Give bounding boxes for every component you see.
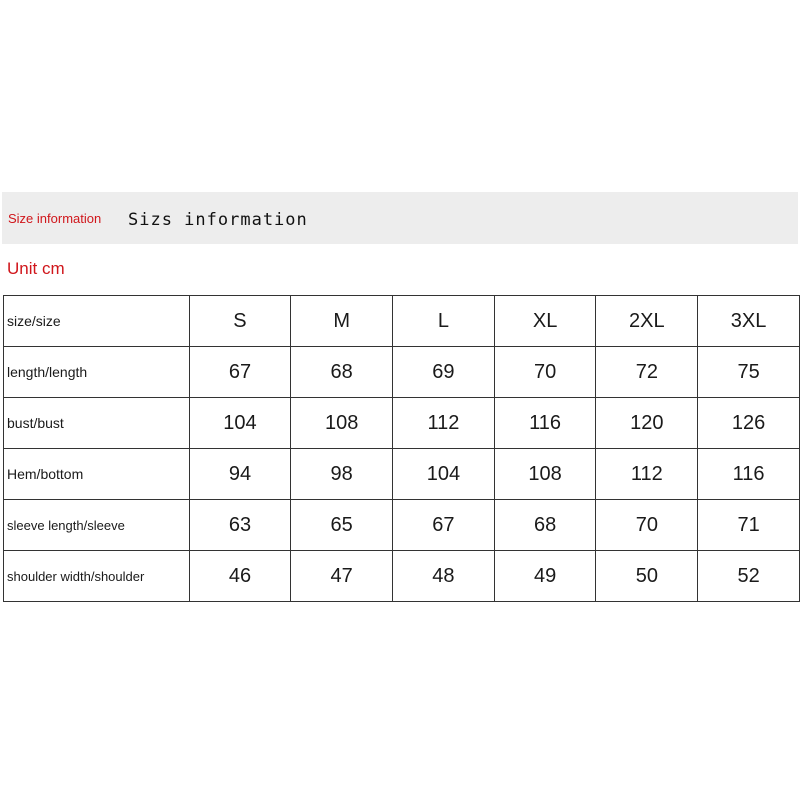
row-label: length/length xyxy=(4,347,190,398)
table-cell: 67 xyxy=(189,347,291,398)
row-label: bust/bust xyxy=(4,398,190,449)
table-cell: 50 xyxy=(596,551,698,602)
unit-label: Unit cm xyxy=(7,259,65,278)
table-cell: 71 xyxy=(698,500,800,551)
table-cell: 104 xyxy=(393,449,495,500)
table-cell: 104 xyxy=(189,398,291,449)
row-label: sleeve length/sleeve xyxy=(4,500,190,551)
table-cell: 70 xyxy=(596,500,698,551)
table-cell: 98 xyxy=(291,449,393,500)
table-cell: 67 xyxy=(393,500,495,551)
table-cell: 69 xyxy=(393,347,495,398)
table-cell: 94 xyxy=(189,449,291,500)
table-cell: 52 xyxy=(698,551,800,602)
banner-label: Size information xyxy=(8,211,102,226)
table-row xyxy=(4,449,800,500)
table-cell: 120 xyxy=(596,398,698,449)
table-row xyxy=(4,500,800,551)
row-label: shoulder width/shoulder xyxy=(4,551,190,602)
table-row xyxy=(4,398,800,449)
table-cell: 65 xyxy=(291,500,393,551)
table-cell: 108 xyxy=(494,449,596,500)
table-cell: 68 xyxy=(494,500,596,551)
size-header-cell: S xyxy=(189,296,291,347)
table-header-row xyxy=(4,296,800,347)
row-label: size/size xyxy=(4,296,190,347)
table-cell: 75 xyxy=(698,347,800,398)
size-header-cell: M xyxy=(291,296,393,347)
size-header-cell: 3XL xyxy=(698,296,800,347)
table-row xyxy=(4,347,800,398)
size-table xyxy=(3,295,800,602)
table-cell: 116 xyxy=(698,449,800,500)
table-row xyxy=(4,551,800,602)
row-label: Hem/bottom xyxy=(4,449,190,500)
table-cell: 48 xyxy=(393,551,495,602)
size-info-banner xyxy=(2,192,798,244)
table-cell: 68 xyxy=(291,347,393,398)
table-cell: 46 xyxy=(189,551,291,602)
size-header-cell: XL xyxy=(494,296,596,347)
table-cell: 108 xyxy=(291,398,393,449)
size-header-cell: 2XL xyxy=(596,296,698,347)
table-cell: 112 xyxy=(393,398,495,449)
banner-title: Sizs information xyxy=(128,210,308,230)
table-cell: 112 xyxy=(596,449,698,500)
table-cell: 72 xyxy=(596,347,698,398)
table-cell: 63 xyxy=(189,500,291,551)
table-cell: 49 xyxy=(494,551,596,602)
table-cell: 126 xyxy=(698,398,800,449)
table-cell: 47 xyxy=(291,551,393,602)
size-header-cell: L xyxy=(393,296,495,347)
table-cell: 70 xyxy=(494,347,596,398)
table-cell: 116 xyxy=(494,398,596,449)
